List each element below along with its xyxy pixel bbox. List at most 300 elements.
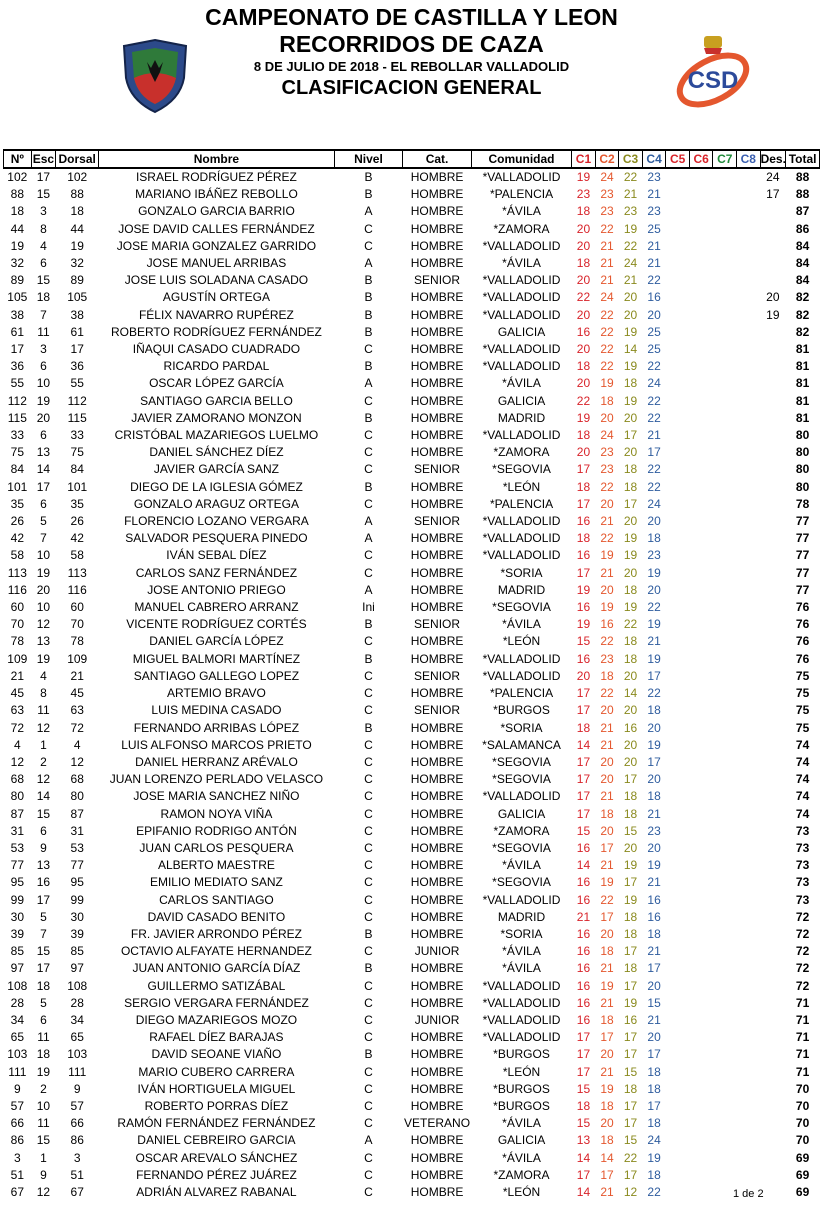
col-esc-cell: 15 — [36, 187, 51, 202]
col-c1-cell: 20 — [576, 307, 591, 322]
col-nombre-cell: DIEGO DE LA IGLESIA GÓMEZ — [130, 479, 303, 494]
col-c7-cell — [713, 926, 737, 943]
table-row — [4, 874, 820, 891]
col-esc-cell: 1 — [40, 737, 47, 752]
col-cat-cell: HOMBRE — [410, 754, 464, 769]
col-c5-cell — [666, 651, 690, 668]
col-nombre-cell: ROBERTO PORRAS DÍEZ — [144, 1098, 289, 1113]
col-nivel-cell: C — [364, 445, 373, 460]
col-c4-cell: 19 — [647, 617, 661, 632]
col-c3-cell: 20 — [623, 840, 638, 855]
table-row — [4, 633, 820, 650]
col-c7-header: C7 — [713, 150, 737, 168]
col-no-cell: 12 — [10, 754, 24, 769]
col-total-cell: 72 — [795, 944, 810, 959]
table-body — [4, 168, 820, 1201]
col-c8-cell — [737, 513, 761, 530]
col-c4-cell: 16 — [647, 290, 661, 305]
col-c6-cell — [689, 547, 713, 564]
col-des-cell — [760, 496, 786, 513]
col-esc-cell: 15 — [36, 806, 51, 821]
col-comunidad-cell: *VALLADOLID — [482, 1030, 561, 1045]
col-c3-cell: 19 — [623, 600, 638, 615]
col-comunidad-cell: *VALLADOLID — [482, 531, 561, 546]
col-nombre-cell: RAFAEL DÍEZ BARAJAS — [149, 1030, 284, 1045]
col-nivel-cell: C — [364, 686, 373, 701]
col-c7-cell — [713, 203, 737, 220]
col-nombre-cell: JAVIER ZAMORANO MONZON — [131, 410, 302, 425]
col-c2-cell: 22 — [600, 479, 614, 494]
col-c6-cell — [689, 616, 713, 633]
col-dorsal-cell: 68 — [70, 772, 84, 787]
col-nombre-cell: ALBERTO MAESTRE — [157, 858, 275, 873]
results-table — [3, 149, 820, 1201]
col-cat-cell: HOMBRE — [410, 307, 464, 322]
col-c4-cell: 21 — [647, 256, 661, 271]
col-c3-cell: 24 — [623, 256, 638, 271]
col-dorsal-cell: 4 — [73, 737, 81, 752]
col-nivel-cell: B — [364, 1047, 373, 1062]
col-c7-cell — [713, 530, 737, 547]
col-nivel-cell: C — [364, 737, 373, 752]
col-c1-cell: 14 — [576, 1184, 591, 1199]
col-nivel-cell: C — [364, 342, 373, 357]
col-c5-header: C5 — [666, 150, 690, 168]
col-c8-cell — [737, 737, 761, 754]
col-nivel-cell: B — [364, 170, 373, 184]
col-c3-cell: 23 — [623, 204, 638, 219]
col-c6-cell — [689, 358, 713, 375]
col-c1-cell: 18 — [576, 359, 591, 374]
col-c2-cell: 21 — [600, 858, 614, 873]
col-c5-cell — [666, 547, 690, 564]
col-c8-cell — [737, 530, 761, 547]
col-total-cell: 70 — [795, 1098, 810, 1113]
col-c5-cell — [666, 358, 690, 375]
col-c5-cell — [666, 926, 690, 943]
col-c7-cell — [713, 168, 737, 186]
col-nivel-cell: C — [364, 944, 373, 959]
col-comunidad-cell: *SEGOVIA — [492, 772, 551, 787]
col-c3-header: C3 — [619, 150, 643, 168]
col-c7-cell — [713, 737, 737, 754]
col-total-cell: 73 — [795, 858, 810, 873]
col-c6-cell — [689, 461, 713, 478]
col-c2-cell: 19 — [600, 875, 614, 890]
col-c6-cell — [689, 168, 713, 186]
col-c2-cell: 22 — [600, 531, 614, 546]
col-c1-cell: 16 — [576, 926, 591, 941]
col-c5-cell — [666, 1132, 690, 1149]
col-nombre-cell: AGUSTÍN ORTEGA — [162, 290, 270, 305]
col-dorsal-cell: 21 — [70, 668, 84, 683]
col-c5-cell — [666, 668, 690, 685]
col-c3-cell: 14 — [623, 342, 638, 357]
col-comunidad-cell: *VALLADOLID — [482, 978, 561, 993]
col-c1-cell: 14 — [576, 737, 591, 752]
col-c6-cell — [689, 685, 713, 702]
col-des-cell: 19 — [766, 307, 780, 322]
col-total-cell: 82 — [795, 324, 810, 339]
col-total-cell: 70 — [795, 1116, 810, 1131]
col-nombre-cell: SANTIAGO GARCIA BELLO — [140, 393, 293, 408]
col-c5-cell — [666, 1029, 690, 1046]
col-c1-cell: 16 — [576, 651, 591, 666]
table-row — [4, 1098, 820, 1115]
col-c1-cell: 16 — [576, 514, 591, 529]
col-c4-cell: 18 — [647, 789, 661, 804]
col-nombre-cell: JOSE ANTONIO PRIEGO — [147, 582, 286, 597]
col-des-cell — [760, 720, 786, 737]
col-c3-cell: 20 — [623, 445, 638, 460]
col-c1-cell: 18 — [576, 720, 591, 735]
col-c8-cell — [737, 358, 761, 375]
col-c7-cell — [713, 720, 737, 737]
col-c5-cell — [666, 1098, 690, 1115]
col-des-cell — [760, 513, 786, 530]
col-nombre-cell: OSCAR LÓPEZ GARCÍA — [149, 376, 284, 391]
col-comunidad-cell: *ÁVILA — [502, 944, 541, 959]
col-des-cell — [760, 1029, 786, 1046]
col-c8-cell — [737, 943, 761, 960]
col-nombre-cell: MIGUEL BALMORI MARTÍNEZ — [132, 651, 301, 666]
col-c2-cell: 20 — [600, 1047, 614, 1062]
col-dorsal-cell: 102 — [67, 170, 88, 184]
table-row — [4, 1081, 820, 1098]
col-c2-cell: 19 — [600, 548, 614, 563]
col-c8-cell — [737, 547, 761, 564]
col-c7-cell — [713, 857, 737, 874]
col-c7-cell — [713, 771, 737, 788]
col-c8-cell — [737, 410, 761, 427]
col-c8-cell — [737, 238, 761, 255]
col-c3-cell: 20 — [623, 668, 638, 683]
col-comunidad-cell: *VALLADOLID — [482, 238, 561, 253]
col-cat-cell: SENIOR — [414, 273, 461, 288]
col-nombre-cell: OSCAR AREVALO SÁNCHEZ — [135, 1150, 298, 1165]
col-nivel-cell: B — [364, 651, 373, 666]
col-esc-cell: 19 — [36, 1064, 51, 1079]
col-c4-cell: 20 — [647, 582, 661, 597]
col-c5-cell — [666, 496, 690, 513]
col-total-cell: 72 — [795, 926, 810, 941]
col-c7-cell — [713, 702, 737, 719]
col-c4-cell: 21 — [647, 428, 661, 443]
col-c1-cell: 17 — [576, 1047, 591, 1062]
col-nombre-cell: GUILLERMO SATIZÁBAL — [147, 978, 286, 993]
col-comunidad-cell: *VALLADOLID — [482, 668, 561, 683]
col-c4-cell: 20 — [647, 1030, 661, 1045]
col-c2-cell: 21 — [600, 256, 614, 271]
col-c3-cell: 18 — [623, 479, 638, 494]
col-c8-cell — [737, 461, 761, 478]
col-c3-cell: 15 — [623, 1064, 638, 1079]
col-cat-cell: HOMBRE — [410, 565, 464, 580]
col-c2-cell: 22 — [600, 342, 614, 357]
col-esc-cell: 17 — [36, 170, 51, 184]
col-c6-cell — [689, 1012, 713, 1029]
col-no-cell: 55 — [10, 376, 24, 391]
col-no-cell: 68 — [10, 772, 24, 787]
col-comunidad-cell: *ÁVILA — [502, 256, 541, 271]
col-des-cell — [760, 1098, 786, 1115]
col-c4-cell: 21 — [647, 944, 661, 959]
col-nombre-header: Nombre — [99, 150, 334, 168]
col-des-cell: 20 — [766, 290, 780, 305]
col-c4-cell: 21 — [647, 806, 661, 821]
table-row — [4, 324, 820, 341]
col-c7-cell — [713, 909, 737, 926]
col-nombre-cell: GONZALO GARCIA BARRIO — [138, 204, 295, 219]
table-row — [4, 203, 820, 220]
col-total-cell: 71 — [795, 1030, 810, 1045]
col-esc-cell: 19 — [36, 565, 51, 580]
col-nombre-cell: SALVADOR PESQUERA PINEDO — [125, 531, 308, 546]
col-dorsal-cell: 111 — [68, 1064, 87, 1079]
col-c3-cell: 12 — [623, 1184, 638, 1199]
col-c6-cell — [689, 479, 713, 496]
table-row — [4, 461, 820, 478]
col-c2-cell: 20 — [600, 1116, 614, 1131]
col-c2-cell: 17 — [600, 840, 614, 855]
col-c3-cell: 17 — [623, 1116, 638, 1131]
col-comunidad-cell: GALICIA — [497, 806, 546, 821]
col-c6-cell — [689, 582, 713, 599]
table-row — [4, 857, 820, 874]
col-esc-cell: 10 — [36, 548, 51, 563]
col-c5-cell — [666, 272, 690, 289]
col-esc-cell: 12 — [36, 1184, 51, 1199]
col-no-cell: 35 — [10, 496, 24, 511]
col-c5-cell — [666, 633, 690, 650]
col-no-cell: 60 — [10, 600, 24, 615]
col-c8-cell — [737, 840, 761, 857]
col-no-cell: 103 — [7, 1047, 28, 1062]
col-c5-cell — [666, 289, 690, 306]
col-c5-cell — [666, 582, 690, 599]
col-c8-cell — [737, 892, 761, 909]
col-no-cell: 77 — [10, 858, 24, 873]
csd-logo-text: CSD — [687, 67, 739, 94]
col-c1-cell: 17 — [576, 565, 591, 580]
col-cat-cell: HOMBRE — [410, 634, 464, 649]
col-nombre-cell: FERNANDO ARRIBAS LÓPEZ — [133, 720, 300, 735]
col-dorsal-cell: 101 — [67, 479, 88, 494]
col-c8-cell — [737, 685, 761, 702]
col-des-cell — [760, 1150, 786, 1167]
table-row — [4, 788, 820, 805]
col-nombre-cell: RICARDO PARDAL — [163, 359, 270, 374]
col-c3-cell: 16 — [623, 1012, 638, 1027]
col-comunidad-cell: *SORIA — [500, 720, 543, 735]
col-total-cell: 75 — [795, 668, 810, 683]
col-c4-cell: 21 — [647, 634, 661, 649]
col-no-cell: 39 — [10, 926, 24, 941]
col-c2-cell: 16 — [600, 617, 614, 632]
col-total-cell: 87 — [795, 204, 810, 219]
table-row — [4, 1115, 820, 1132]
table-row — [4, 1029, 820, 1046]
col-dorsal-cell: 89 — [70, 273, 84, 288]
col-c7-cell — [713, 633, 737, 650]
col-c4-cell: 23 — [647, 548, 661, 563]
col-c5-cell — [666, 857, 690, 874]
col-dorsal-cell: 35 — [70, 496, 84, 511]
col-c1-cell: 13 — [576, 1133, 591, 1148]
col-nombre-cell: IÑAQUI CASADO CUADRADO — [132, 342, 301, 357]
col-esc-cell: 6 — [40, 359, 47, 374]
col-cat-cell: HOMBRE — [410, 376, 464, 391]
col-comunidad-cell: *VALLADOLID — [482, 428, 561, 443]
col-comunidad-cell: GALICIA — [497, 324, 546, 339]
col-total-cell: 74 — [795, 737, 810, 752]
col-c5-cell — [666, 995, 690, 1012]
table-row — [4, 272, 820, 289]
col-c2-cell: 20 — [600, 823, 614, 838]
col-nombre-cell: DANIEL CEBREIRO GARCIA — [137, 1133, 296, 1148]
col-esc-cell: 20 — [36, 582, 51, 597]
table-row — [4, 823, 820, 840]
col-c5-cell — [666, 530, 690, 547]
col-esc-cell: 17 — [36, 961, 51, 976]
col-c7-cell — [713, 238, 737, 255]
col-no-cell: 36 — [10, 359, 24, 374]
col-c3-cell: 19 — [623, 221, 638, 236]
col-total-cell: 84 — [795, 256, 810, 271]
col-c4-cell: 19 — [647, 858, 661, 873]
col-dorsal-cell: 85 — [70, 944, 84, 959]
col-esc-cell: 1 — [40, 1150, 47, 1165]
col-c2-cell: 21 — [600, 273, 614, 288]
col-des-cell — [760, 1184, 786, 1201]
col-nombre-cell: ARTEMIO BRAVO — [166, 686, 266, 701]
col-comunidad-cell: *VALLADOLID — [482, 307, 561, 322]
col-des-cell — [760, 685, 786, 702]
col-esc-cell: 2 — [40, 1081, 47, 1096]
col-c4-cell: 25 — [647, 342, 661, 357]
col-des-cell — [760, 806, 786, 823]
col-nivel-cell: C — [364, 823, 373, 838]
col-nivel-cell: C — [364, 496, 373, 511]
col-total-cell: 78 — [795, 496, 810, 511]
col-c8-cell — [737, 806, 761, 823]
col-nombre-cell: EMILIO MEDIATO SANZ — [149, 875, 283, 890]
col-des-cell — [760, 358, 786, 375]
col-des-cell — [760, 272, 786, 289]
col-c1-cell: 17 — [576, 1167, 591, 1182]
col-no-cell: 101 — [7, 479, 28, 494]
col-no-cell: 21 — [10, 668, 24, 683]
col-c1-cell: 19 — [576, 170, 591, 184]
col-nivel-cell: C — [364, 858, 373, 873]
table-row — [4, 393, 820, 410]
col-c5-cell — [666, 909, 690, 926]
col-c2-cell: 14 — [600, 1150, 614, 1165]
col-c6-cell — [689, 599, 713, 616]
col-c8-cell — [737, 1046, 761, 1063]
col-c6-cell — [689, 393, 713, 410]
col-c3-cell: 19 — [623, 995, 638, 1010]
col-c7-cell — [713, 1064, 737, 1081]
col-comunidad-cell: *SEGOVIA — [492, 600, 551, 615]
col-no-cell: 105 — [7, 290, 28, 305]
col-total-cell: 86 — [795, 221, 810, 236]
col-c6-cell — [689, 272, 713, 289]
col-c3-cell: 14 — [623, 686, 638, 701]
col-total-cell: 75 — [795, 703, 810, 718]
col-c1-cell: 16 — [576, 1012, 591, 1027]
col-nivel-cell: C — [364, 428, 373, 443]
col-c2-cell: 22 — [600, 686, 614, 701]
col-c6-cell — [689, 892, 713, 909]
col-c2-cell: 24 — [600, 170, 614, 184]
col-nivel-header: Nivel — [334, 150, 403, 168]
col-c2-cell: 18 — [600, 393, 614, 408]
col-no-cell: 28 — [10, 995, 24, 1010]
col-nivel-cell: C — [364, 1150, 373, 1165]
table-row — [4, 771, 820, 788]
col-c6-cell — [689, 1167, 713, 1184]
col-comunidad-cell: *LEÓN — [502, 1184, 541, 1199]
col-comunidad-cell: *VALLADOLID — [482, 514, 561, 529]
col-c2-cell: 22 — [600, 307, 614, 322]
col-total-cell: 76 — [795, 617, 810, 632]
col-cat-cell: HOMBRE — [410, 840, 464, 855]
col-des-cell — [760, 565, 786, 582]
col-c6-cell — [689, 375, 713, 392]
table-row — [4, 892, 820, 909]
col-comunidad-cell: *VALLADOLID — [482, 359, 561, 374]
col-cat-cell: HOMBRE — [410, 875, 464, 890]
table-row — [4, 754, 820, 771]
col-comunidad-cell: *VALLADOLID — [482, 342, 561, 357]
col-c1-cell: 15 — [576, 823, 591, 838]
col-c2-cell: 23 — [600, 445, 614, 460]
table-row — [4, 186, 820, 203]
col-no-cell: 80 — [10, 789, 24, 804]
col-c6-cell — [689, 427, 713, 444]
table-row — [4, 909, 820, 926]
col-c5-cell — [666, 324, 690, 341]
col-total-cell: 75 — [795, 686, 810, 701]
col-c3-cell: 18 — [623, 634, 638, 649]
col-comunidad-cell: *ÁVILA — [502, 376, 541, 391]
col-nombre-cell: GONZALO ARAGUZ ORTEGA — [133, 496, 299, 511]
col-c6-cell — [689, 978, 713, 995]
col-nivel-cell: C — [364, 995, 373, 1010]
col-nombre-cell: SERGIO VERGARA FERNÁNDEZ — [124, 995, 309, 1010]
col-des-cell — [760, 874, 786, 891]
col-dorsal-cell: 18 — [70, 204, 84, 219]
col-no-cell: 67 — [10, 1184, 24, 1199]
col-no-cell: 70 — [10, 617, 24, 632]
col-c8-cell — [737, 341, 761, 358]
col-c7-cell — [713, 186, 737, 203]
col-cat-cell: HOMBRE — [410, 221, 464, 236]
col-nivel-cell: C — [364, 1064, 373, 1079]
col-des-cell — [760, 788, 786, 805]
col-des-cell — [760, 324, 786, 341]
col-c7-cell — [713, 513, 737, 530]
col-total-cell: 84 — [795, 238, 810, 253]
col-c6-cell — [689, 1081, 713, 1098]
col-nivel-cell: C — [364, 1184, 373, 1199]
col-total-cell: 76 — [795, 634, 810, 649]
col-c8-cell — [737, 168, 761, 186]
col-esc-cell: 11 — [37, 324, 50, 339]
col-c1-cell: 20 — [576, 445, 591, 460]
col-c5-cell — [666, 840, 690, 857]
